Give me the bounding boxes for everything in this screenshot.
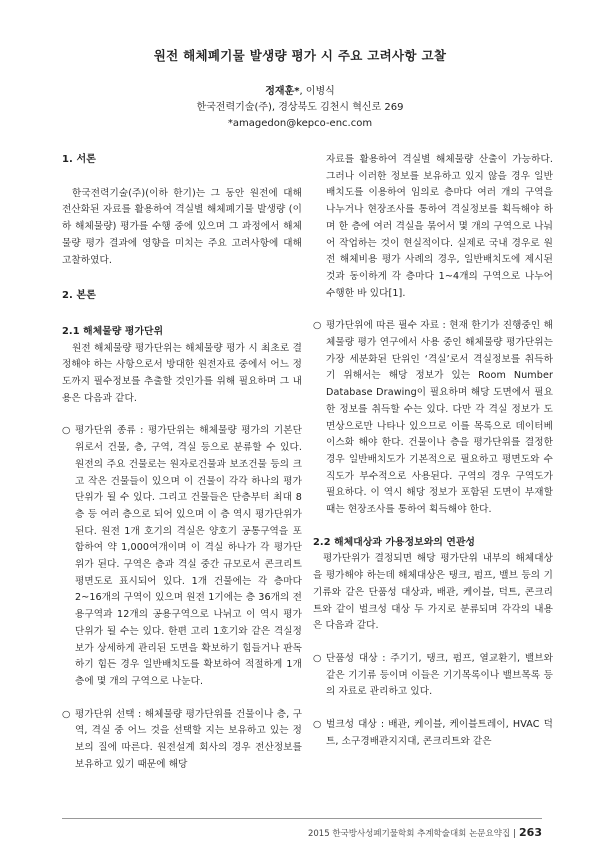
section-2-heading: 2. 본론 <box>62 290 97 302</box>
bullet-text: 평가단위에 따른 필수 자료 : 현재 한기가 진행중인 해체물량 평가 연구에서 사용 중인 해체물량 평가단위는 가장 세분화된 단위인 ‘격실’로서 격실정보를 취득하기 위해서는 해당 정보가 있는 Room Number Database Drawing이 필요하며 해당 도면에서 필요한 정보를 취득할 수는 있다. 다만 각 격실 정보가 도면상으로만 나타나 있으므로 이를 목록으로 데이터베이스화 해야 한다. 건물이나 층을 평가단위를 결정한 경우 일반배치도가 기본적으로 필요하고 평면도와 수직도가 부수적으로 사용된다. 구역의 경우 구역도가 필요하다. 이 역시 해당 정보가 포함된 도면이 부재할 때는 현장조사를 통하여 획득해야 한다. <box>326 320 553 516</box>
lead-author: 정재훈* <box>265 86 300 97</box>
right-column <box>313 152 553 751</box>
section-1-heading: 1. 서론 <box>62 154 97 165</box>
bullet-text: 평가단위 종류 : 평가단위는 해체물량 평가의 기본단위로서 건물, 층, 구역, 격실 등으로 분류할 수 있다. 원전의 주요 건물로는 원자로건물과 보조건물 등의 크고 작은 건물들이 있으며 이 건물이 각각 하나의 평가단위가 될 수 있다. 그리고 건물들은 단층부터 최대 8층 등 여러 층으로 되어 있으며 이 층 역시 평가단위가 된다. 원전 1개 호기의 격실은 양호기 공통구역을 포함하여 약 1,000여개이며 이 격실 하나가 각 평가단위가 된다. 구역은 층과 격실 중간 규모로서 콘크리트 평면도로 표시되어 있다. 1개 건물에는 각 층마다 2~16개의 구역이 있으며 원전 1기에는 층 36개의 전용구역과 12개의 공용구역으로 나뉘고 이 역시 평가단위가 될 수는 있다. 한편 고리 1호기와 같은 격실정보가 상세하게 관리된 도면을 확보하기 힘들거나 판독하기 힘든 경우 일반배치도를 확보하여 적절하게 1개 층에 몇 개의 구역으로 나눈다. <box>75 425 302 687</box>
bullet-mark: ○ <box>313 652 322 664</box>
bullet-mark: ○ <box>313 320 322 332</box>
bullet-text: 평가단위 선택 : 해체물량 평가단위를 건물이나 층, 구역, 격실 중 어느 것을 선택할 지는 보유하고 있는 정보의 질에 따른다. 원전설계 회사의 경우 전산정보를 보유하고 있기 때문에 해당 <box>75 708 302 770</box>
bullet-required-data <box>313 318 553 518</box>
conference-name: 2015 한국방사성폐기물학회 추계학술대회 논문요약집 <box>307 829 511 839</box>
section-1-paragraph: 한국전력기술(주)(이하 한기)는 그 동안 원전에 대해 전산화된 자료를 활용하여 격실별 해체폐기물 발생량 (이하 해체물량) 평가를 수행 중에 있으며 그 과정에서 해체물량 평가 결과에 영향을 미치는 주요 고려사항에 대해 고찰하였다. <box>62 187 302 266</box>
affiliation: 한국전력기술(주), 경상북도 김천시 혁신로 269 <box>196 102 404 113</box>
bullet-unit-types <box>62 423 302 690</box>
author-line <box>0 84 600 100</box>
bullet-mark: ○ <box>313 719 322 731</box>
bullet-unit-selection <box>62 707 302 774</box>
bullet-bulk-items <box>313 717 553 750</box>
co-author: , 이병식 <box>299 86 335 97</box>
bullet-mark: ○ <box>62 708 71 720</box>
left-column <box>62 152 302 774</box>
subsection-2-1-heading: 2.1 해체물량 평가단위 <box>62 325 164 337</box>
subsection-2-1-paragraph: 원전 해체물량 평가단위는 해체물량 평가 시 최초로 결정해야 하는 사항으로서 방대한 원전자료 중에서 어느 정도까지 필수정보를 추출할 것인가를 위해 필요하며 그 내용은 다음과 같다. <box>62 342 302 404</box>
subsection-2-2-heading: 2.2 해체대상과 가용정보와의 연관성 <box>313 536 476 548</box>
paper-title: 원전 해체폐기물 발생량 평가 시 주요 고려사항 고찰 <box>153 48 447 63</box>
author-block <box>0 84 600 132</box>
bullet-text: 단품성 대상 : 주기기, 탱크, 펌프, 열교환기, 밸브와 같은 기기류 등이며 이들은 기기목록이나 밸브목록 등의 자료로 관리하고 있다. <box>326 652 553 698</box>
footer-rule <box>62 818 542 819</box>
author-email: *amagedon@kepco-enc.com <box>227 118 373 129</box>
bullet-mark: ○ <box>62 425 71 437</box>
page-number: 263 <box>519 826 542 839</box>
bullet-text: 벌크성 대상 : 배관, 케이블, 케이블트레이, HVAC 덕트, 소구경배관지지대, 콘크리트와 같은 <box>326 719 553 747</box>
bullet-single-items <box>313 651 553 701</box>
continued-paragraph: 자료를 활용하여 격실별 해체물량 산출이 가능하다. 그러나 이러한 정보를 보유하고 있지 않을 경우 일반배치도를 이용하여 임의로 층마다 여러 개의 구역을 나누거나 현장조사를 통하여 격실정보를 획득해야 하며 한 층에 여러 격실을 묶어서 몇 개의 구역으로 나눠어 작업하는 것이 현실적이다. 실제로 국내 경우로 원전 해체비용 평가 사례의 경우, 일반배치도에 제시된 것과 동이하게 각 층마다 1~4개의 구역으로 나누어 수행한 바 있다[1]. <box>326 154 553 299</box>
subsection-2-2-paragraph: 평가단위가 결정되면 해당 평가단위 내부의 해체대상을 평가해야 하는데 해체대상은 탱크, 펌프, 밸브 등의 기기류와 같은 단품성 대상과, 배관, 케이블, 덕트, 콘크리트와 같이 벌크성 대상 두 가지로 분류되며 각각의 내용은 다음과 같다. <box>313 553 553 632</box>
page-footer <box>308 826 542 839</box>
footer-separator: | <box>513 829 517 839</box>
